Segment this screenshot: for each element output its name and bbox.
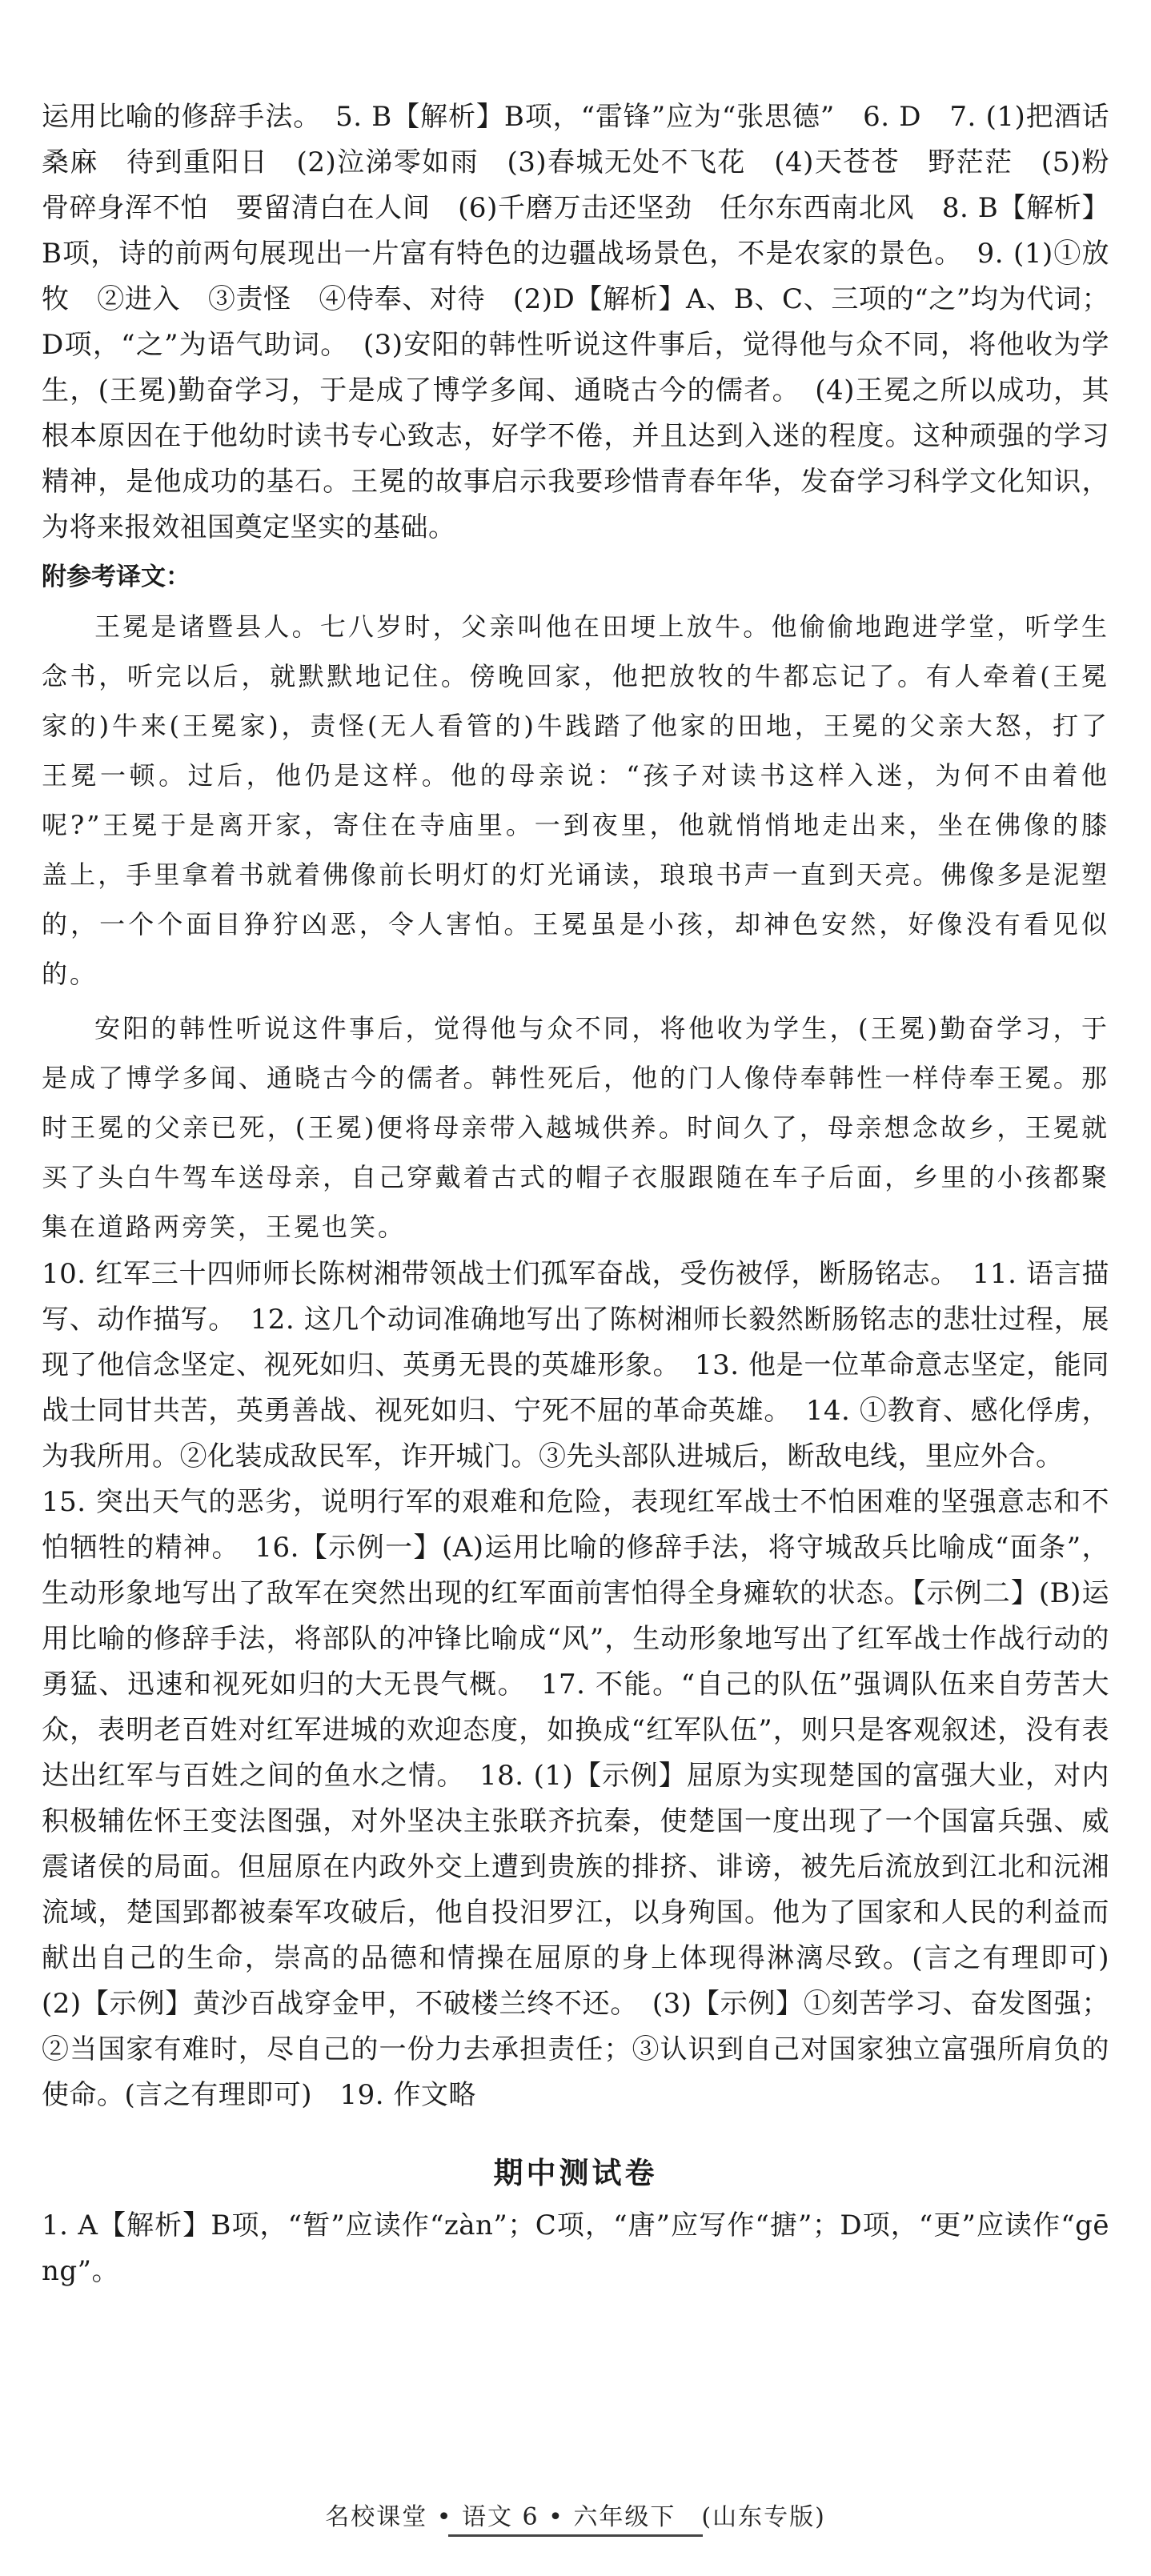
- section-title: 期中测试卷: [493, 2156, 658, 2190]
- page-footer: 名校课堂 • 语文 6 • 六年级下 (山东专版): [325, 2503, 826, 2531]
- answer-page: [42, 94, 1137, 2294]
- answers-part-3: 15. 突出天气的恶劣，说明行军的艰难和危险，表现红军战士不怕困难的坚强意志和不怕牺牲的精神。 16.【示例一】(A)运用比喻的修辞手法，将守城敌兵比喻成“面条”，生动形象地写出了敌军在突然出现的红军面前害怕得全身瘫软的状态。【示例二】(B)运用比喻的修辞手法，将部队的冲锋比喻成“风”，生动形象地写出了红军战士作战行动的勇猛、迅速和视死如归的大无畏气概。 17. 不能。“自己的队伍”强调队伍来自劳苦大众，表明老百姓对红军进城的欢迎态度，如换成“红军队伍”，则只是客观叙述，没有表达出红军与百姓之间的鱼水之情。 18. (1)【示例】屈原为实现楚国的富强大业，对内积极辅佐怀王变法图强，对外坚决主张联齐抗秦，使楚国一度出现了一个国富兵强、威震诸侯的局面。但屈原在内政外交上遭到贵族的排挤、诽谤，被先后流放到江北和沅湘流域，楚国郢都被秦军攻破后，他自投汨罗江，以身殉国。他为了国家和人民的利益而献出自己的生命，崇高的品德和情操在屈原的身上体现得淋漓尽致。(言之有理即可) (2)【示例】黄沙百战穿金甲，不破楼兰终不还。 (3)【示例】①刻苦学习、奋发图强；②当国家有难时，尽自己的一份力去承担责任；③认识到自己对国家独立富强所肩负的使命。(言之有理即可) 19. 作文略: [42, 1486, 1137, 2111]
- answers-part-1: 运用比喻的修辞手法。 5. B【解析】B项，“雷锋”应为“张思德” 6. D 7. (1)把酒话桑麻 待到重阳日 (2)泣涕零如雨 (3)春城无处不飞花 (4)天苍苍 野茫茫 (5)粉骨碎身浑不怕 要留清白在人间 (6)千磨万击还坚劲 任尔东西南北风 8. B【解析】B项，诗的前两句展现出一片富有特色的边疆战场景色，不是农家的景色。 9. (1)①放牧 ②进入 ③责怪 ④侍奉、对待 (2)D【解析】A、B、C、三项的“之”均为代词；D项，“之”为语气助词。 (3)安阳的韩性听说这件事后，觉得他与众不同，将他收为学生，(王冕)勤奋学习，于是成了博学多闻、通晓古今的儒者。 (4)王冕之所以成功，其根本原因在于他幼时读书专心致志，好学不倦，并且达到入迷的程度。这种顽强的学习精神，是他成功的基石。王冕的故事启示我要珍惜青春年华，发奋学习科学文化知识，为将来报效祖国奠定坚实的基础。: [42, 101, 1109, 543]
- answers-part-2: 10. 红军三十四师师长陈树湘带领战士们孤军奋战，受伤被俘，断肠铭志。 11. 语言描写、动作描写。 12. 这几个动词准确地写出了陈树湘师长毅然断肠铭志的悲壮过程，展现了他信念坚定、视死如归、英勇无畏的英雄形象。 13. 他是一位革命意志坚定，能同战士同甘共苦，英勇善战、视死如归、宁死不屈的革命英雄。 14. ①教育、感化俘虏，为我所用。②化装成敌民军，诈开城门。③先头部队进城后，断敌电线，里应外合。: [42, 1258, 1109, 1472]
- midterm-question-1: 1. A【解析】B项，“暂”应读作“zàn”；C项，“唐”应写作“搪”；D项，“更”应读作“gēng”。: [42, 2209, 1109, 2287]
- translation-heading: 附参考译文：: [42, 563, 190, 591]
- translation-paragraph-1: 王冕是诸暨县人。七八岁时，父亲叫他在田埂上放牛。他偷偷地跑进学堂，听学生念书，听完以后，就默默地记住。傍晚回家，他把放牧的牛都忘记了。有人牵着(王冕家的)牛来(王冕家)，责怪(无人看管的)牛践踏了他家的田地，王冕的父亲大怒，打了王冕一顿。过后，他仍是这样。他的母亲说：“孩子对读书这样入迷，为何不由着他呢?”王冕于是离开家，寄住在寺庙里。一到夜里，他就悄悄地走出来，坐在佛像的膝盖上，手里拿着书就着佛像前长明灯的灯光诵读，琅琅书声一直到天亮。佛像多是泥塑的，一个个面目狰狞凶恶，令人害怕。王冕虽是小孩，却神色安然，好像没有看见似的。: [42, 611, 1109, 989]
- footer-underline: [448, 2534, 703, 2537]
- translation-paragraph-2: 安阳的韩性听说这件事后，觉得他与众不同，将他收为学生，(王冕)勤奋学习，于是成了博学多闻、通晓古今的儒者。韩性死后，他的门人像侍奉韩性一样侍奉王冕。那时王冕的父亲已死，(王冕)便将母亲带入越城供养。时间久了，母亲想念故乡，王冕就买了头白牛驾车送母亲，自己穿戴着古式的帽子衣服跟随在车子后面，乡里的小孩都聚集在道路两旁笑，王冕也笑。: [42, 1013, 1109, 1242]
